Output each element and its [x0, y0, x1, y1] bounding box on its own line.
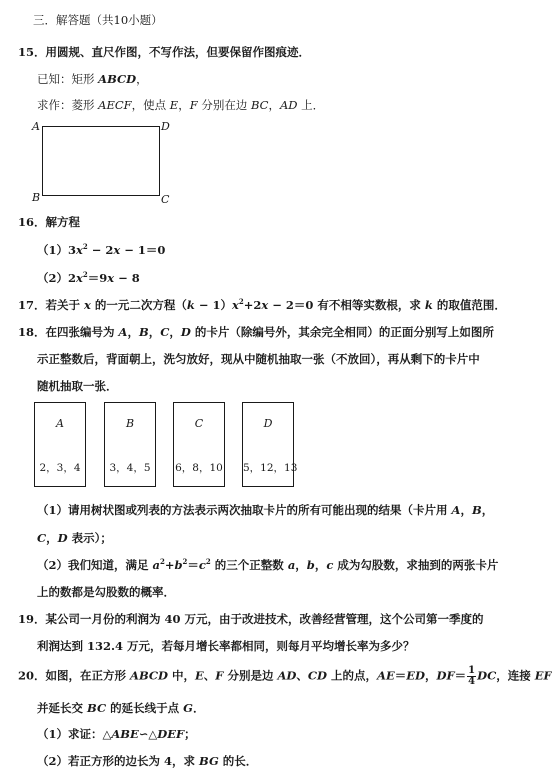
q15-ask-prefix: 求作：菱形	[37, 98, 99, 112]
q18-part1-line1	[37, 503, 493, 517]
q16-p2-exp: 2	[82, 270, 88, 280]
q18-b: B	[138, 325, 149, 339]
q20-line2-pre: 并延长交	[37, 701, 88, 715]
q15-known-prefix: 已知：矩形	[37, 72, 99, 86]
card-d-label: D	[263, 417, 273, 430]
q18-p2-post: 成为勾股数，求抽到的两张卡片	[333, 558, 499, 572]
q17-exp: 2	[238, 297, 244, 307]
rectangle-abcd-figure	[42, 126, 160, 196]
q15-number: 15．	[18, 45, 46, 59]
q18-p2-a: a	[152, 558, 160, 572]
q20-t5: 、	[296, 668, 308, 683]
q20-p1-sim: ∽△	[138, 727, 158, 741]
q19-line1-text: 某公司一月份的利润为 40 万元，由于改进技术，改善经营管理，这个公司第一季度的	[45, 612, 484, 626]
q18-number: 18．	[18, 325, 46, 339]
q18-p2-mid: 的三个正整数	[210, 558, 288, 572]
card-c-numbers: 6，8，10	[175, 462, 223, 474]
q20-cd: CD	[307, 668, 328, 683]
q20-p1-def: DEF	[157, 727, 185, 741]
card-b	[104, 402, 156, 487]
q20-t1: 如图，在正方形	[45, 668, 131, 683]
q20-p1-pre: （1）求证：△	[37, 727, 112, 741]
q18-d: D	[180, 325, 191, 339]
q18-p1-d: D	[57, 531, 68, 545]
q20-f: F	[215, 668, 224, 683]
q20-line2-end: ．	[192, 701, 205, 715]
q20-p2-bg: BG	[199, 754, 219, 768]
section-title	[33, 13, 163, 27]
q20-p2-end: 的长．	[218, 754, 258, 768]
q20-ad: AD	[277, 668, 297, 683]
q19-number: 19．	[18, 612, 46, 626]
q16-p2-var1: x	[76, 271, 83, 285]
q18-p2-c: c	[198, 558, 206, 572]
q16-p1-var1: x	[76, 243, 83, 257]
q20-p1-abe: ABE	[111, 727, 139, 741]
fraction-numerator: 1	[468, 665, 476, 676]
q20-t6: 上的点，	[327, 668, 378, 683]
q20-abcd: ABCD	[130, 668, 169, 683]
q18-p1-c2: ，	[481, 503, 494, 517]
q20-bc: BC	[87, 701, 107, 715]
q17-t2: 的一元二次方程（	[90, 298, 187, 312]
q18-c1: ，	[127, 325, 139, 339]
section-title-text: 三．解答题（共10小题）	[33, 13, 163, 27]
q20-t3: 、	[203, 668, 216, 683]
vertex-b: B	[32, 191, 41, 204]
card-c-label: C	[194, 417, 204, 430]
q20-dc: DC	[477, 668, 497, 683]
q15-ask-bc: BC	[251, 98, 269, 112]
card-a-numbers: 2，3，4	[39, 462, 81, 474]
q18-line2	[37, 352, 480, 366]
q18-line1-pre: 在四张编号为	[45, 325, 119, 339]
q20-t8: ，	[425, 668, 437, 683]
q17-t4: +2	[243, 298, 262, 312]
q16-p1-pre: 3	[68, 243, 77, 257]
q19-line2-text: 利润达到 132.4 万元，若每月增长率都相同，则每月平均增长率为多少？	[37, 639, 415, 653]
q15-ask-ad: AD	[279, 98, 298, 112]
q20-number: 20．	[18, 668, 46, 683]
q18-p1-c: C	[37, 531, 47, 545]
q18-p1-c3: ，	[46, 531, 58, 545]
card-c	[173, 402, 225, 487]
q19-line2	[37, 639, 415, 653]
q15-ask-comma: ，	[178, 98, 190, 112]
q18-p2-sq3: 2	[205, 557, 211, 567]
q16-p1-label: （1）	[37, 243, 69, 257]
q15-known-rect: ABCD	[98, 72, 137, 86]
q17-x2: x	[232, 298, 239, 312]
q15-ask-mid1: ，使点	[131, 98, 170, 112]
vertex-c: C	[161, 193, 170, 206]
q20-t10: ，连接	[496, 668, 535, 683]
q18-p2-c5: ，	[314, 558, 327, 572]
q18-p1-c1: ，	[460, 503, 472, 517]
q18-p1-line2-post: 表示）；	[67, 531, 112, 545]
q20-t9: ＝	[454, 668, 467, 683]
q19-line1	[18, 612, 484, 626]
q18-line3-text: 随机抽取一张．	[37, 379, 118, 393]
q15-ask-sep: ，	[268, 98, 280, 112]
q20-p1-end: ；	[184, 727, 196, 741]
q20-e: E	[195, 668, 204, 683]
q16-p1-end: − 1＝0	[120, 243, 166, 257]
q15-line1	[18, 45, 310, 59]
q20-line2	[37, 701, 204, 715]
vertex-a: A	[32, 120, 40, 133]
q18-part2-line1	[37, 558, 498, 572]
q15-ask-end: 上．	[297, 98, 325, 112]
q18-part1-line2	[37, 531, 112, 545]
q18-a: A	[118, 325, 128, 339]
q18-part2-line2	[37, 585, 175, 599]
q16-p1-mid: − 2	[87, 243, 114, 257]
q17-k2: k	[424, 298, 433, 312]
q18-p2-line2-text: 上的数都是勾股数的概率．	[37, 585, 175, 599]
q18-p2-c4: ，	[295, 558, 307, 572]
q20-ef: EF	[534, 668, 552, 683]
q16-p1-var2: x	[113, 243, 121, 257]
card-d-numbers: 5，12，13	[243, 462, 298, 474]
q20-ae: AE	[377, 668, 395, 683]
q15-ask-f: F	[189, 98, 198, 112]
q20-p2-pre: （2）若正方形的边长为 4，求	[37, 754, 200, 768]
q20-part1	[37, 727, 196, 741]
card-b-numbers: 3，4，5	[109, 462, 151, 474]
fraction-one-quarter	[467, 666, 476, 687]
fraction-denominator: 4	[468, 676, 476, 687]
q16-part1	[37, 243, 165, 257]
q15-known	[37, 72, 148, 86]
q18-line2-text: 示正整数后，背面朝上，洗匀放好，现从中随机抽取一张（不放回），再从剩下的卡片中	[37, 352, 480, 366]
q17-t5: − 2＝0 有不相等实数根，求	[268, 298, 425, 312]
q18-p2-pre: （2）我们知道，满足	[37, 558, 153, 572]
q15-ask-mid2: 分别在边	[197, 98, 251, 112]
q17-t6: 的取值范围．	[432, 298, 506, 312]
q18-line1	[18, 325, 494, 339]
q18-line1-post: 的卡片（除编号外，其余完全相同）的正面分别写上如图所	[190, 325, 494, 339]
q20-g: G	[183, 701, 193, 715]
q18-c: C	[160, 325, 170, 339]
q18-p2-plus: +	[164, 558, 175, 572]
q15-ask-rhombus: AECF	[98, 98, 132, 112]
q16-number: 16．	[18, 215, 46, 229]
q18-p1-a: A	[451, 503, 461, 517]
q17-t1: 若关于	[45, 298, 85, 312]
q16-p2-pre: 2	[68, 271, 77, 285]
q18-p2-sq1: 2	[159, 557, 165, 567]
q20-ed: ED	[406, 668, 425, 683]
q15-ask-e: E	[169, 98, 179, 112]
q16-p2-end: − 8	[114, 271, 140, 285]
q20-df: DF	[436, 668, 455, 683]
card-a	[34, 402, 86, 487]
q20-part2	[37, 754, 257, 768]
q18-p2-a2: a	[287, 558, 296, 572]
q18-p2-b2: b	[306, 558, 315, 572]
q16-p2-label: （2）	[37, 271, 69, 285]
q18-c3: ，	[169, 325, 181, 339]
q15-instruction: 用圆规、直尺作图，不写作法，但要保留作图痕迹．	[45, 45, 311, 59]
q18-c2: ，	[148, 325, 161, 339]
q16-p1-exp: 2	[82, 242, 88, 252]
card-d	[242, 402, 298, 487]
q18-p1-b: B	[471, 503, 482, 517]
q15-ask	[37, 98, 324, 112]
q18-p2-b: b	[174, 558, 183, 572]
q17-t3: − 1）	[194, 298, 233, 312]
q18-p2-eq: ＝	[187, 558, 199, 572]
q15-known-suffix: ，	[136, 72, 148, 86]
q16-p2-mid: ＝9	[87, 271, 108, 285]
vertex-d: D	[161, 120, 170, 133]
q17-x1: x	[84, 298, 91, 312]
q20-t2: 中，	[168, 668, 196, 683]
q17-number: 17．	[18, 298, 46, 312]
q17-k1: k	[186, 298, 195, 312]
q16-part2	[37, 271, 140, 285]
q16-title	[18, 215, 80, 229]
q18-p2-sq2: 2	[182, 557, 188, 567]
q17-line	[18, 298, 506, 312]
q18-line3	[37, 379, 118, 393]
q20-line2-mid: 的延长线于点	[106, 701, 184, 715]
q20-line1	[18, 666, 552, 687]
q20-t4: 分别是边	[223, 668, 278, 683]
q20-t7: ＝	[394, 668, 407, 683]
q18-p1-line1-pre: （1）请用树状图或列表的方法表示两次抽取卡片的所有可能出现的结果（卡片用	[37, 503, 452, 517]
q17-x3: x	[261, 298, 269, 312]
q16-title-text: 解方程	[45, 215, 81, 229]
card-a-label: A	[56, 417, 64, 430]
q18-p2-c2: c	[326, 558, 334, 572]
card-b-label: B	[125, 417, 135, 430]
q16-p2-var2: x	[107, 271, 115, 285]
